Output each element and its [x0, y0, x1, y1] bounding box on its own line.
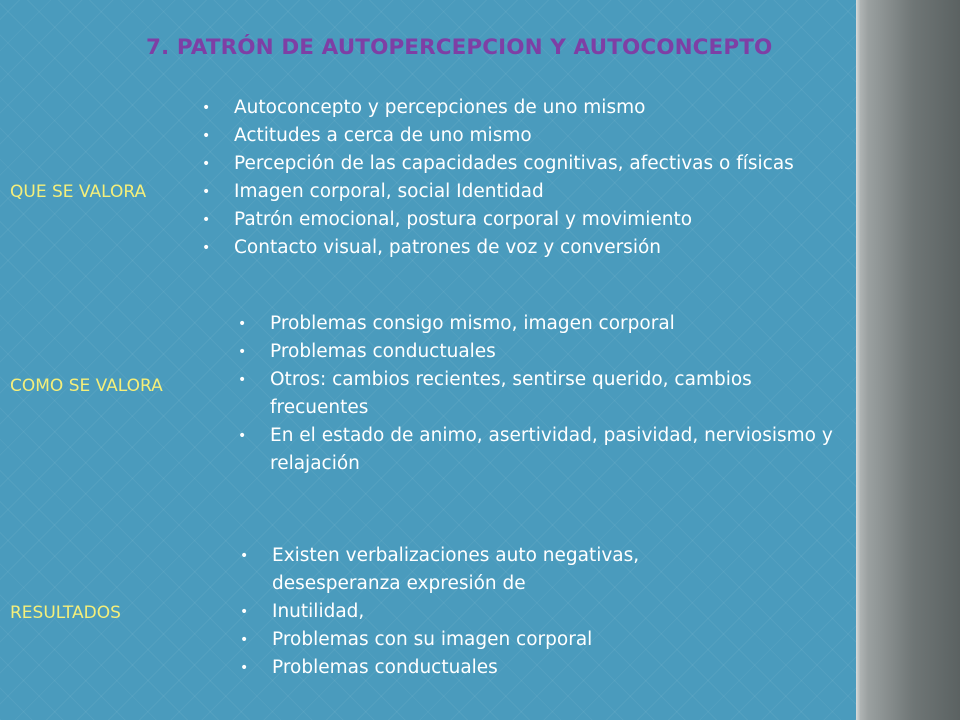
section-label-como-se-valora: COMO SE VALORA — [10, 376, 163, 396]
list-item-text: Actitudes a cerca de uno mismo — [234, 125, 532, 146]
section-label-resultados: RESULTADOS — [10, 603, 121, 623]
bullet-icon: • — [238, 372, 247, 388]
list-item — [238, 366, 838, 422]
section-list-resultados — [240, 542, 710, 682]
list-item — [202, 234, 794, 262]
bullet-icon: • — [240, 604, 249, 620]
bullet-icon: • — [202, 100, 211, 116]
list-item — [240, 654, 710, 682]
list-item — [238, 310, 838, 338]
slide-title: 7. PATRÓN DE AUTOPERCEPCION Y AUTOCONCEPTO — [146, 35, 773, 60]
list-item — [240, 598, 710, 626]
list-item — [202, 178, 794, 206]
bullet-icon: • — [202, 212, 211, 228]
list-item-text: Imagen corporal, social Identidad — [234, 181, 544, 202]
side-panel-stripe — [856, 0, 861, 720]
list-item — [238, 338, 838, 366]
bullet-icon: • — [240, 548, 249, 564]
list-item-text: Existen verbalizaciones auto negativas, desesperanza expresión de — [272, 545, 640, 594]
bullet-icon: • — [238, 316, 247, 332]
list-item — [202, 150, 794, 178]
list-item-text: Autoconcepto y percepciones de uno mismo — [234, 97, 646, 118]
list-item — [240, 542, 710, 598]
section-list-como-se-valora — [238, 310, 838, 478]
list-item-text: Percepción de las capacidades cognitivas, afectivas o físicas — [234, 153, 794, 174]
list-item-text: Patrón emocional, postura corporal y movimiento — [234, 209, 693, 230]
list-item-text: Contacto visual, patrones de voz y conversión — [234, 237, 662, 258]
section-list-que-se-valora — [202, 94, 794, 262]
bullet-icon: • — [202, 240, 211, 256]
list-item — [240, 626, 710, 654]
list-item — [202, 206, 794, 234]
side-panel — [856, 0, 960, 720]
list-item — [202, 122, 794, 150]
list-item-text: Problemas con su imagen corporal — [272, 629, 593, 650]
list-item-text: En el estado de animo, asertividad, pasividad, nerviosismo y relajación — [270, 425, 833, 474]
bullet-icon: • — [202, 184, 211, 200]
bullet-icon: • — [238, 344, 247, 360]
list-item — [238, 422, 838, 478]
list-item-text: Otros: cambios recientes, sentirse querido, cambios frecuentes — [270, 369, 752, 418]
list-item-text: Problemas conductuales — [270, 341, 496, 362]
bullet-icon: • — [202, 128, 211, 144]
list-item-text: Problemas conductuales — [272, 657, 498, 678]
bullet-icon: • — [240, 632, 249, 648]
bullet-icon: • — [238, 428, 247, 444]
list-item-text: Problemas consigo mismo, imagen corporal — [270, 313, 675, 334]
section-label-que-se-valora: QUE SE VALORA — [10, 182, 147, 202]
list-item — [202, 94, 794, 122]
list-item-text: Inutilidad, — [272, 601, 365, 622]
bullet-icon: • — [240, 660, 249, 676]
bullet-icon: • — [202, 156, 211, 172]
